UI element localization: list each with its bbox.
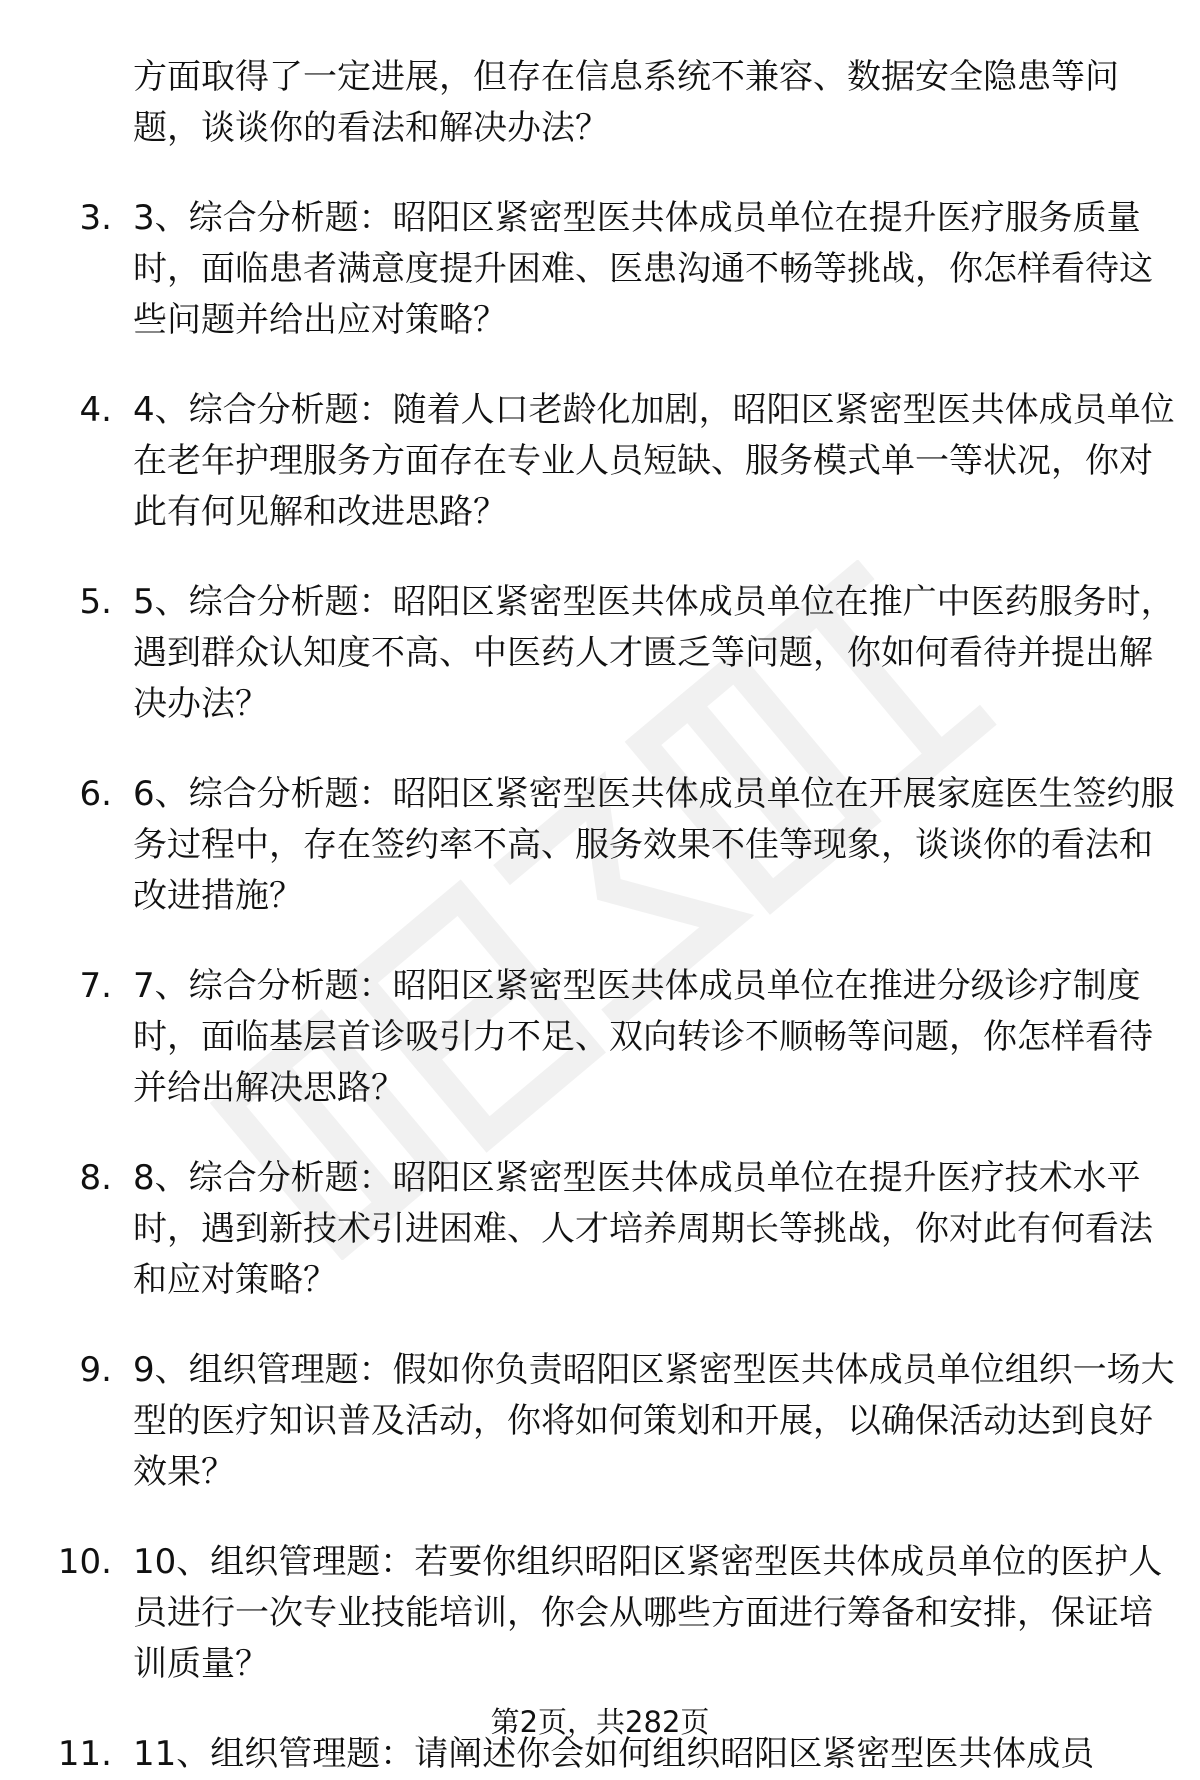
document-body (0, 52, 1200, 1780)
page-footer: 第2页，共282页 (490, 1705, 710, 1739)
question-text: 6、综合分析题：昭阳区紧密型医共体成员单位在开展家庭医生签约服务过程中，存在签约率不高、服务效果不佳等现象，谈谈你的看法和改进措施？ (133, 774, 1175, 916)
question-text: 4、综合分析题：随着人口老龄化加剧，昭阳区紧密型医共体成员单位在老年护理服务方面存在专业人员短缺、服务模式单一等状况，你对此有何见解和改进思路？ (133, 390, 1175, 532)
question-text: 9、组织管理题：假如你负责昭阳区紧密型医共体成员单位组织一场大型的医疗知识普及活动，你将如何策划和开展，以确保活动达到良好效果？ (133, 1350, 1175, 1492)
question-number: 4. (79, 390, 112, 430)
question-text: 3、综合分析题：昭阳区紧密型医共体成员单位在提升医疗服务质量时，面临患者满意度提升困难、医患沟通不畅等挑战，你怎样看待这些问题并给出应对策略？ (133, 198, 1153, 340)
question-number: 3. (79, 198, 112, 238)
question-number: 10. (57, 1542, 112, 1582)
question-number: 6. (79, 774, 112, 814)
question-text: 11、组织管理题：请阐述你会如何组织昭阳区紧密型医共体成员 (133, 1734, 1095, 1774)
question-item-5 (0, 577, 1200, 730)
question-number: 5. (79, 582, 112, 622)
question-item-6 (0, 769, 1200, 922)
question-number: 11. (57, 1734, 112, 1774)
question-text: 10、组织管理题：若要你组织昭阳区紧密型医共体成员单位的医护人员进行一次专业技能培训，你会从哪些方面进行筹备和安排，保证培训质量？ (133, 1542, 1163, 1684)
question-number: 9. (79, 1350, 112, 1390)
question-item-8 (0, 1153, 1200, 1306)
question-text: 8、综合分析题：昭阳区紧密型医共体成员单位在提升医疗技术水平时，遇到新技术引进困难、人才培养周期长等挑战，你对此有何看法和应对策略？ (133, 1158, 1153, 1300)
question-item-4 (0, 385, 1200, 538)
question-number: 8. (79, 1158, 112, 1198)
question-text: 7、综合分析题：昭阳区紧密型医共体成员单位在推进分级诊疗制度时，面临基层首诊吸引力不足、双向转诊不顺畅等问题，你怎样看待并给出解决思路？ (133, 966, 1153, 1108)
question-item-9 (0, 1345, 1200, 1498)
question-text: 5、综合分析题：昭阳区紧密型医共体成员单位在推广中医药服务时，遇到群众认知度不高、中医药人才匮乏等问题，你如何看待并提出解决办法？ (133, 582, 1175, 724)
question-list (0, 193, 1200, 1780)
question-item-3 (0, 193, 1200, 346)
question-item-7 (0, 961, 1200, 1114)
intro-paragraph: 方面取得了一定进展，但存在信息系统不兼容、数据安全隐患等问题，谈谈你的看法和解决办法？ (133, 57, 1119, 148)
question-item-10 (0, 1537, 1200, 1690)
question-number: 7. (79, 966, 112, 1006)
